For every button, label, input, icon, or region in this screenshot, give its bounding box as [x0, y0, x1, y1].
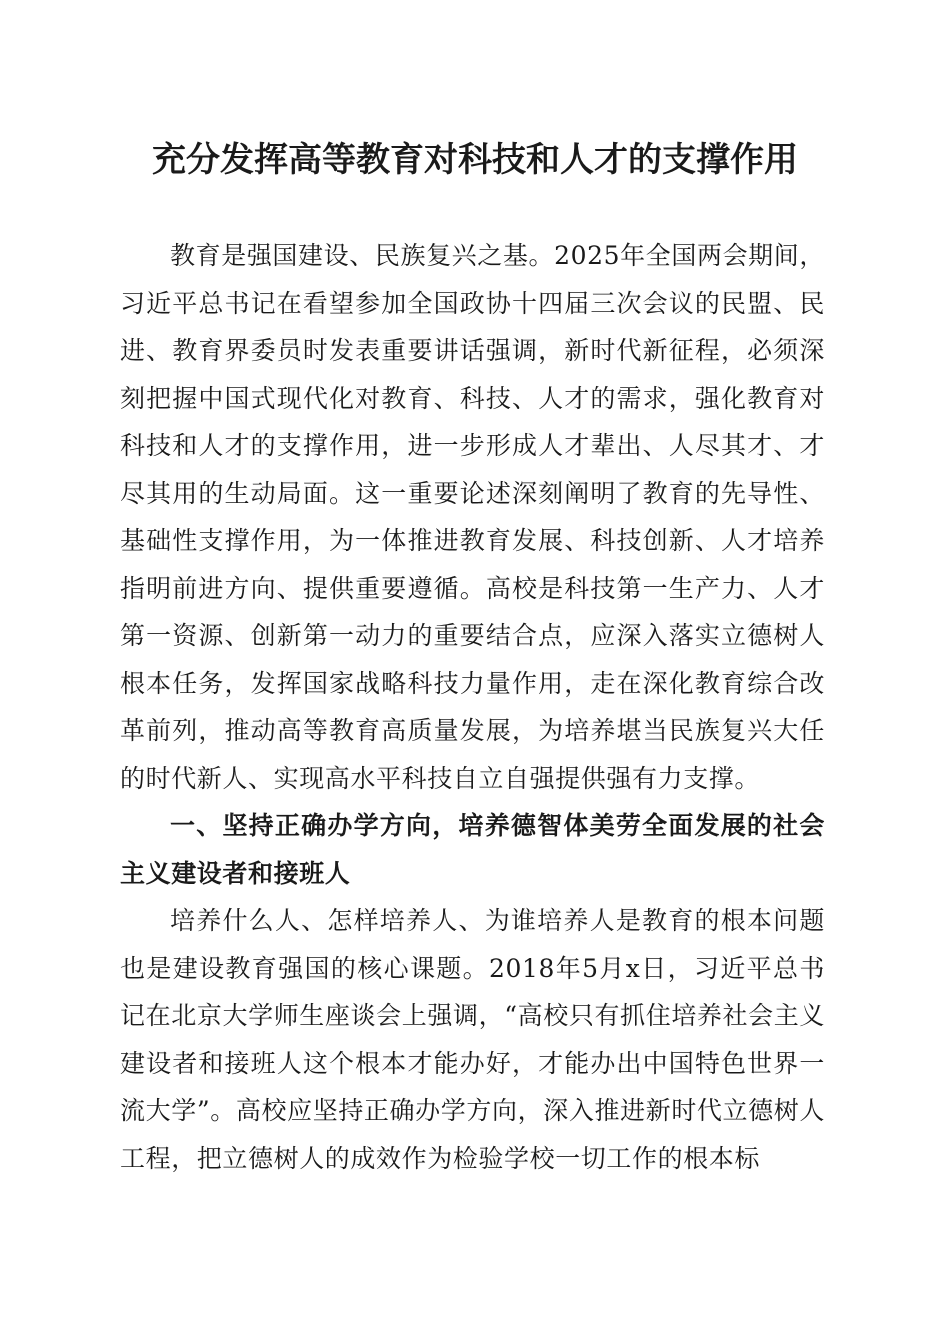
document-title: 充分发挥高等教育对科技和人才的支撑作用	[152, 140, 798, 180]
intro-paragraph: 教育是强国建设、民族复兴之基。2025年全国两会期间，习近平总书记在看望参加全国政协十四届三次会议的民盟、民进、教育界委员时发表重要讲话强调，新时代新征程，必须深刻把握中国式现代化对教育、科技、人才的需求，强化教育对科技和人才的支撑作用，进一步形成人才辈出、人尽其才、才尽其用的生动局面。这一重要论述深刻阐明了教育的先导性、基础性支撑作用，为一体推进教育发展、科技创新、人才培养指明前进方向、提供重要遵循。高校是科技第一生产力、人才第一资源、创新第一动力的重要结合点，应深入落实立德树人根本任务，发挥国家战略科技力量作用，走在深化教育综合改革前列，推动高等教育高质量发展，为培养堪当民族复兴大任的时代新人、实现高水平科技自立自强提供强有力支撑。	[120, 241, 825, 793]
section-1-paragraph: 培养什么人、怎样培养人、为谁培养人是教育的根本问题也是建设教育强国的核心课题。2018年5月x日，习近平总书记在北京大学师生座谈会上强调，“高校只有抓住培养社会主义建设者和接班人这个根本才能办好，才能办出中国特色世界一流大学”。高校应坚持正确办学方向，深入推进新时代立德树人工程，把立德树人的成效作为检验学校一切工作的根本标	[120, 906, 825, 1173]
section-heading-1: 一、坚持正确办学方向，培养德智体美劳全面发展的社会主义建设者和接班人	[120, 811, 825, 888]
document-body	[120, 232, 825, 1182]
